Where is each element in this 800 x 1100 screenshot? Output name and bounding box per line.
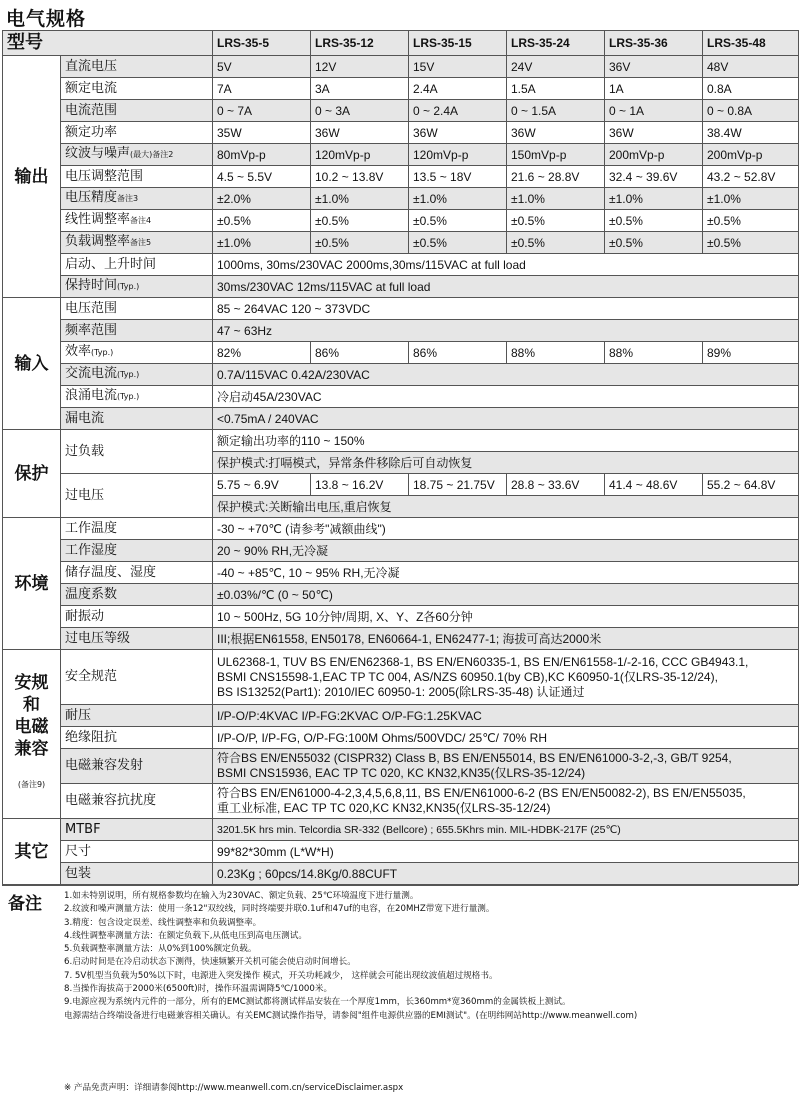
label-note: (最大)备注2 <box>130 150 174 159</box>
table-cell: ±1.0% <box>311 188 409 210</box>
table-cell: 43.2 ~ 52.8V <box>703 166 799 188</box>
table-cell: -40 ~ +85℃, 10 ~ 95% RH,无冷凝 <box>213 562 799 584</box>
row-label <box>61 78 213 100</box>
table-cell: 7A <box>213 78 311 100</box>
row-label <box>61 408 213 430</box>
section-protection: 保护 <box>3 430 61 518</box>
table-cell: 保护模式:关断输出电压,重启恢复 <box>213 496 799 518</box>
section-title-line: 安规 <box>14 673 49 693</box>
label-text: 电压调整范围 <box>65 168 144 184</box>
label-text: 电磁兼容发射 <box>65 758 144 773</box>
table-row <box>3 819 799 841</box>
label-text: 过电压等级 <box>65 630 131 646</box>
table-cell: ±0.5% <box>213 210 311 232</box>
table-cell: 80mVp-p <box>213 144 311 166</box>
value-line: BSMI CNS15598-1,EAC TP TC 004, AS/NZS 60950.1(by CB),KC K60950-1(仅LRS-35-12/24), <box>217 669 718 684</box>
table-cell: 24V <box>507 56 605 78</box>
table-cell: 0.7A/115VAC 0.42A/230VAC <box>213 364 799 386</box>
table-cell: 28.8 ~ 33.6V <box>507 474 605 496</box>
row-label <box>61 100 213 122</box>
label-text: 耐振动 <box>65 608 105 624</box>
table-cell: 0 ~ 2.4A <box>409 100 507 122</box>
table-cell: 21.6 ~ 28.8V <box>507 166 605 188</box>
row-label <box>61 144 213 166</box>
table-row <box>3 430 799 452</box>
label-text: 安全规范 <box>65 669 118 684</box>
label-text: 工作湿度 <box>65 542 118 558</box>
table-cell: 88% <box>507 342 605 364</box>
table-cell: 48V <box>703 56 799 78</box>
row-label <box>61 749 213 784</box>
table-cell: 5V <box>213 56 311 78</box>
table-cell: ±0.5% <box>703 232 799 254</box>
label-text: 纹波与噪声 <box>65 146 131 161</box>
table-cell: 88% <box>605 342 703 364</box>
table-cell: 额定输出功率的110 ~ 150% <box>213 430 799 452</box>
table-row <box>3 606 799 628</box>
label-note: (Typ.) <box>117 282 140 291</box>
table-cell: 15V <box>409 56 507 78</box>
model-name: LRS-35-12 <box>311 31 409 56</box>
table-row <box>3 386 799 408</box>
row-label <box>61 342 213 364</box>
row-label <box>61 727 213 749</box>
row-label <box>61 819 213 841</box>
table-cell: 36V <box>605 56 703 78</box>
value-line: 重工业标准, EAC TP TC 020,KC KN32,KN35(仅LRS-35-12/24) <box>217 801 551 815</box>
note-item: 7. 5V机型当负载为50%以下时，电源进入突发操作 模式，开关功耗减少， 这样就会可能出现纹波值超过规格书。 <box>64 970 498 981</box>
label-text: 储存温度、湿度 <box>65 564 157 580</box>
label-text: 交流电流 <box>65 366 118 381</box>
table-cell: 2.4A <box>409 78 507 100</box>
section-safety-emc <box>3 650 61 819</box>
table-cell: 32.4 ~ 39.6V <box>605 166 703 188</box>
table-cell: ±0.5% <box>311 232 409 254</box>
table-cell: 冷启动45A/230VAC <box>213 386 799 408</box>
table-cell: 1A <box>605 78 703 100</box>
spec-table <box>2 30 799 885</box>
table-cell: 0.23Kg ; 60pcs/14.8Kg/0.88CUFT <box>213 863 799 885</box>
note-item: 5.负载调整率测量方法：从0%到100%额定负载。 <box>64 944 257 955</box>
multiline-value <box>213 784 799 819</box>
table-cell: I/P-O/P, I/P-FG, O/P-FG:100M Ohms/500VDC/ 25℃/ 70% RH <box>213 727 799 749</box>
table-cell: 200mVp-p <box>703 144 799 166</box>
table-cell: 0 ~ 0.8A <box>703 100 799 122</box>
value-line: 符合BS EN/EN61000-4-2,3,4,5,6,8,11, BS EN/EN61000-6-2 (BS EN/EN50082-2), BS EN/EN55035, <box>217 786 746 800</box>
table-row <box>3 364 799 386</box>
model-name: LRS-35-15 <box>409 31 507 56</box>
table-cell: 120mVp-p <box>409 144 507 166</box>
label-text: 启动、上升时间 <box>65 256 157 272</box>
table-row <box>3 841 799 863</box>
table-row <box>3 584 799 606</box>
table-row <box>3 188 799 210</box>
note-item: 9.电源应视为系统内元件的一部分，所有的EMC测试都将测试样品安装在一个厚度1mm，长360mm*宽360mm的金属铁板上测试。 <box>64 997 571 1008</box>
table-cell: 150mVp-p <box>507 144 605 166</box>
row-label <box>61 518 213 540</box>
table-row <box>3 518 799 540</box>
table-cell: 36W <box>311 122 409 144</box>
value-line: UL62368-1, TUV BS EN/EN62368-1, BS EN/EN60335-1, BS EN/EN61558-1/-2-16, CCC GB4943.1, <box>217 654 749 669</box>
section-environment: 环境 <box>3 518 61 650</box>
table-row <box>3 863 799 885</box>
table-row <box>3 276 799 298</box>
table-cell: ±0.5% <box>703 210 799 232</box>
table-cell: 47 ~ 63Hz <box>213 320 799 342</box>
label-text: 额定功率 <box>65 124 118 140</box>
table-cell: ±0.5% <box>311 210 409 232</box>
note-item: 6.启动时间是在冷启动状态下测得，快速频繁开关机可能会使启动时间增长。 <box>64 957 356 968</box>
table-cell: 10.2 ~ 13.8V <box>311 166 409 188</box>
table-cell: ±1.0% <box>605 188 703 210</box>
label-text: 电流范围 <box>65 102 118 118</box>
label-text: 电压精度 <box>65 190 118 205</box>
table-row <box>3 166 799 188</box>
table-row <box>3 100 799 122</box>
table-cell: 1000ms, 30ms/230VAC 2000ms,30ms/115VAC at full load <box>213 254 799 276</box>
label-text: 负载调整率 <box>65 234 131 249</box>
table-row <box>3 320 799 342</box>
multiline-value <box>213 650 799 705</box>
table-row <box>3 56 799 78</box>
table-cell: ±1.0% <box>703 188 799 210</box>
row-label <box>61 56 213 78</box>
notes-list <box>64 890 798 1023</box>
table-row <box>3 540 799 562</box>
model-caption: 型号 <box>3 31 213 56</box>
table-cell: ±2.0% <box>213 188 311 210</box>
table-cell: 5.75 ~ 6.9V <box>213 474 311 496</box>
table-cell: I/P-O/P:4KVAC I/P-FG:2KVAC O/P-FG:1.25KVAC <box>213 705 799 727</box>
row-label <box>61 386 213 408</box>
table-cell: -30 ~ +70℃ (请参考"减额曲线") <box>213 518 799 540</box>
table-cell: ±0.5% <box>605 232 703 254</box>
table-cell: 0.8A <box>703 78 799 100</box>
table-cell: 0 ~ 1.5A <box>507 100 605 122</box>
table-cell: 0 ~ 3A <box>311 100 409 122</box>
label-note: 备注5 <box>130 238 152 247</box>
table-row <box>3 727 799 749</box>
label-note: 备注3 <box>117 194 139 203</box>
row-label <box>61 540 213 562</box>
table-row <box>3 122 799 144</box>
table-cell: 35W <box>213 122 311 144</box>
value-line: 符合BS EN/EN55032 (CISPR32) Class B, BS EN/EN55014, BS EN/EN61000-3-2,-3, GB/T 9254, <box>217 751 732 765</box>
table-cell: 55.2 ~ 64.8V <box>703 474 799 496</box>
value-line: BS IS13252(Part1): 2010/IEC 60950-1: 2005(除LRS-35-48) 认证通过 <box>217 684 585 699</box>
table-cell: 4.5 ~ 5.5V <box>213 166 311 188</box>
label-note: (Typ.) <box>91 348 114 357</box>
table-cell: 200mVp-p <box>605 144 703 166</box>
row-label <box>61 863 213 885</box>
label-text: 保持时间 <box>65 278 118 293</box>
label-text: 尺寸 <box>65 843 92 859</box>
row-label <box>61 188 213 210</box>
note-item: 2.纹波和噪声测量方法：使用一条12"双绞线，同时终端要并联0.1uf和47uf的电容，在20MHZ带宽下进行量测。 <box>64 904 495 915</box>
table-row <box>3 232 799 254</box>
table-row <box>3 254 799 276</box>
note-item: 8.当操作海拔高于2000米(6500ft)时，操作环温需调降5℃/1000米。 <box>64 984 333 995</box>
table-cell: 89% <box>703 342 799 364</box>
label-note: (Typ.) <box>117 392 140 401</box>
row-label <box>61 784 213 819</box>
table-cell: 3A <box>311 78 409 100</box>
table-cell: ±0.5% <box>409 232 507 254</box>
label-text: 线性调整率 <box>65 212 131 227</box>
table-cell: 86% <box>311 342 409 364</box>
page-title: 电气规格 <box>6 8 87 30</box>
section-title-line: 电磁 <box>14 717 49 737</box>
section-title-line: 兼容 <box>14 739 49 759</box>
row-label <box>61 210 213 232</box>
table-cell: 82% <box>213 342 311 364</box>
label-text: MTBF <box>65 821 101 837</box>
table-row <box>3 31 799 56</box>
table-row <box>3 144 799 166</box>
table-cell: 86% <box>409 342 507 364</box>
table-row <box>3 784 799 819</box>
table-row <box>3 705 799 727</box>
note-item: 1.如未特别说明，所有规格参数均在输入为230VAC、额定负载、25℃环境温度下进行量测。 <box>64 891 419 901</box>
table-row <box>3 408 799 430</box>
table-cell: 85 ~ 264VAC 120 ~ 373VDC <box>213 298 799 320</box>
notes-section <box>2 885 798 1035</box>
table-cell: 12V <box>311 56 409 78</box>
model-name: LRS-35-5 <box>213 31 311 56</box>
row-label <box>61 628 213 650</box>
table-cell: ±1.0% <box>507 188 605 210</box>
disclaimer: ※ 产品免责声明：详细请参阅http://www.meanwell.com.cn/serviceDisclaimer.aspx <box>64 1083 404 1093</box>
row-label <box>61 254 213 276</box>
table-row <box>3 628 799 650</box>
table-cell: 保护模式:打嗝模式，异常条件移除后可自动恢复 <box>213 452 799 474</box>
label-text: 漏电流 <box>65 410 105 426</box>
table-row <box>3 342 799 364</box>
table-cell: 120mVp-p <box>311 144 409 166</box>
multiline-value <box>213 749 799 784</box>
label-text: 电压范围 <box>65 300 118 316</box>
row-label <box>61 364 213 386</box>
label-text: 额定电流 <box>65 80 118 96</box>
table-cell: ±0.5% <box>507 232 605 254</box>
notes-heading: 备注 <box>8 894 42 914</box>
note-item: 3.精度：包含设定误差、线性调整率和负载调整率。 <box>64 917 262 928</box>
row-label <box>61 276 213 298</box>
table-cell: <0.75mA / 240VAC <box>213 408 799 430</box>
table-cell: 13.5 ~ 18V <box>409 166 507 188</box>
label-text: 工作温度 <box>65 520 118 536</box>
table-cell: ±0.03%/℃ (0 ~ 50℃) <box>213 584 799 606</box>
table-cell: ±0.5% <box>507 210 605 232</box>
label-text: 直流电压 <box>65 58 118 74</box>
label-text: 浪涌电流 <box>65 388 118 403</box>
table-row <box>3 749 799 784</box>
table-row <box>3 298 799 320</box>
row-label <box>61 232 213 254</box>
row-label <box>61 320 213 342</box>
table-cell: 36W <box>409 122 507 144</box>
table-cell: 18.75 ~ 21.75V <box>409 474 507 496</box>
row-label <box>61 650 213 705</box>
label-text: 电磁兼容抗扰度 <box>65 793 157 808</box>
table-cell: 99*82*30mm (L*W*H) <box>213 841 799 863</box>
table-row <box>3 562 799 584</box>
note-item: 电源需结合终端设备进行电磁兼容相关确认。有关EMC测试操作指导，请参阅"组件电源供应器的EMI测试"。(在明纬网站http://www.meanwell.com) <box>64 1010 638 1021</box>
label-text: 温度系数 <box>65 586 118 602</box>
table-cell: ±1.0% <box>409 188 507 210</box>
table-row <box>3 210 799 232</box>
table-cell: 10 ~ 500Hz, 5G 10分钟/周期, X、Y、Z各60分钟 <box>213 606 799 628</box>
row-label: 过负载 <box>61 430 213 474</box>
row-label: 过电压 <box>61 474 213 518</box>
row-label <box>61 841 213 863</box>
table-row <box>3 78 799 100</box>
row-label <box>61 166 213 188</box>
section-note: (备注9) <box>17 780 46 789</box>
row-label <box>61 122 213 144</box>
value-line: BSMI CNS15936, EAC TP TC 020, KC KN32,KN35(仅LRS-35-12/24) <box>217 766 586 780</box>
table-cell: 13.8 ~ 16.2V <box>311 474 409 496</box>
table-row <box>3 650 799 705</box>
label-text: 耐压 <box>65 707 92 723</box>
table-cell: III;根据EN61558, EN50178, EN60664-1, EN62477-1; 海拔可高达2000米 <box>213 628 799 650</box>
label-text: 效率 <box>65 344 92 359</box>
table-cell: ±0.5% <box>605 210 703 232</box>
section-other: 其它 <box>3 819 61 885</box>
label-note: 备注4 <box>130 216 152 225</box>
note-item: 4.线性调整率测量方法：在额定负载下,从低电压到高电压测试。 <box>64 930 307 941</box>
model-name: LRS-35-48 <box>703 31 799 56</box>
section-output: 输出 <box>3 56 61 298</box>
row-label <box>61 584 213 606</box>
table-cell: 0 ~ 1A <box>605 100 703 122</box>
row-label <box>61 606 213 628</box>
table-cell: 3201.5K hrs min. Telcordia SR-332 (Bellcore) ; 655.5Khrs min. MIL-HDBK-217F (25℃) <box>213 819 799 841</box>
model-name: LRS-35-24 <box>507 31 605 56</box>
table-cell: 30ms/230VAC 12ms/115VAC at full load <box>213 276 799 298</box>
row-label <box>61 298 213 320</box>
table-cell: 20 ~ 90% RH,无冷凝 <box>213 540 799 562</box>
label-text: 包装 <box>65 865 92 881</box>
table-cell: 38.4W <box>703 122 799 144</box>
label-note: (Typ.) <box>117 370 140 379</box>
label-text: 频率范围 <box>65 322 118 338</box>
row-label <box>61 705 213 727</box>
model-name: LRS-35-36 <box>605 31 703 56</box>
table-cell: 41.4 ~ 48.6V <box>605 474 703 496</box>
table-cell: ±1.0% <box>213 232 311 254</box>
table-cell: 1.5A <box>507 78 605 100</box>
table-row <box>3 474 799 496</box>
table-cell: ±0.5% <box>409 210 507 232</box>
section-input: 输入 <box>3 298 61 430</box>
table-cell: 36W <box>507 122 605 144</box>
table-cell: 0 ~ 7A <box>213 100 311 122</box>
row-label <box>61 562 213 584</box>
label-text: 绝缘阻抗 <box>65 729 118 745</box>
table-cell: 36W <box>605 122 703 144</box>
section-title-line: 和 <box>23 695 40 715</box>
